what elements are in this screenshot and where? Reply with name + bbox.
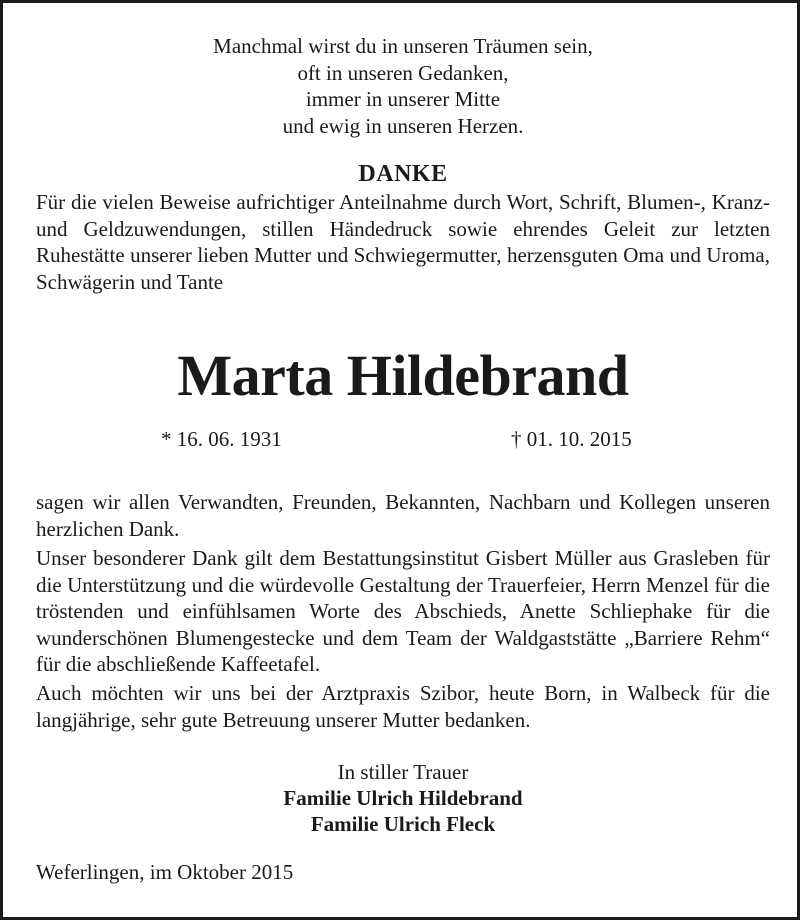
mourning-line: In stiller Trauer xyxy=(337,760,469,784)
poem xyxy=(3,33,800,139)
birth-date: * 16. 06. 1931 xyxy=(161,427,282,451)
poem-line: Manchmal wirst du in unseren Träumen sein, xyxy=(213,34,593,58)
special-thanks-paragraph: Unser besonderer Dank gilt dem Bestattungsinstitut Gisbert Müller aus Grasleben für die Unterstützung und die würdevolle Gestaltung der Trauerfeier, Herrn Menzel für die tröstenden und einfühlsamen Worte des Abschieds, Anette Schliephake für die wunderschönen Blumengestecke und dem Team der Waldgaststätte „Barriere Rehm“ für die abschließende Kaffeetafel. xyxy=(36,546,770,676)
doctor-thanks-paragraph: Auch möchten wir uns bei der Arztpraxis Szibor, heute Born, in Walbeck für die langjährige, sehr gute Betreuung unserer Mutter bedanken. xyxy=(36,681,770,732)
thanks-paragraph: sagen wir allen Verwandten, Freunden, Bekannten, Nachbarn und Kollegen unseren herzlichen Dank. xyxy=(36,490,770,541)
poem-line: oft in unseren Gedanken, xyxy=(297,60,509,85)
death-date: † 01. 10. 2015 xyxy=(511,427,632,451)
heading-danke: DANKE xyxy=(358,161,448,187)
family-name: Familie Ulrich Fleck xyxy=(310,812,496,836)
intro-paragraph: Für die vielen Beweise aufrichtiger Anteilnahme durch Wort, Schrift, Blumen-, Kranz- und Geldzuwendungen, stillen Händedruck sowie ehrendes Geleit zur letzten Ruhestätte unserer lieben Mutter und Schwiegermutter, herzensguten Oma und Uroma, Schwägerin und Tante xyxy=(36,190,770,294)
poem-line: immer in unserer Mitte xyxy=(305,87,501,111)
poem-line: und ewig in unseren Herzen. xyxy=(282,113,524,138)
family-name: Familie Ulrich Hildebrand xyxy=(283,786,523,810)
place-date: Weferlingen, im Oktober 2015 xyxy=(36,860,294,884)
deceased-name: Marta Hildebrand xyxy=(177,343,629,408)
